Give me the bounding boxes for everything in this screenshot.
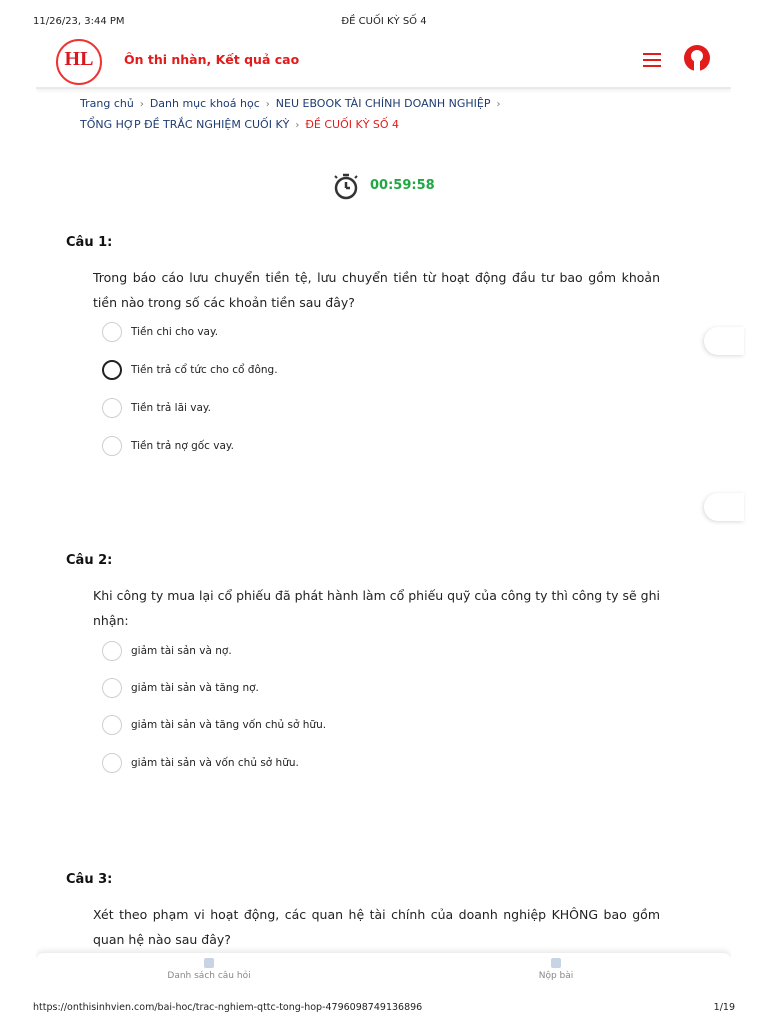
radio-button[interactable] [102,398,122,418]
answer-option[interactable] [102,321,602,345]
breadcrumb-course-catalog[interactable]: Danh mục khoá học [149,97,260,110]
chevron-right-icon: › [496,99,501,110]
print-header [0,0,768,27]
chevron-right-icon: › [295,120,300,131]
radio-button[interactable] [102,360,122,380]
question-text: Khi công ty mua lại cổ phiếu đã phát hành làm cổ phiếu quỹ của công ty thì công ty sẽ ghi nhận: [93,588,660,628]
question-list-button[interactable] [109,957,309,981]
timer-value: 00:59:58 [370,178,435,193]
answer-option[interactable] [102,435,602,459]
radio-button[interactable] [102,322,122,342]
answer-option[interactable] [102,714,602,738]
breadcrumb-current: ĐỀ CUỐI KỲ SỐ 4 [305,118,400,131]
question-text: Xét theo phạm vi hoạt động, các quan hệ tài chính của doanh nghiệp KHÔNG bao gồm quan hệ nào sau đây? [93,907,660,947]
option-text: giảm tài sản và tăng nợ. [131,682,259,694]
question-text: Trong báo cáo lưu chuyển tiền tệ, lưu chuyển tiền từ hoạt động đầu tư bao gồm khoản tiền nào trong số các khoản tiền sau đây? [93,270,660,310]
radio-button[interactable] [102,436,122,456]
hamburger-icon[interactable] [643,53,661,67]
answer-option[interactable] [102,752,602,776]
site-logo[interactable] [56,39,102,85]
user-avatar-icon[interactable] [683,44,711,72]
side-panel-toggle[interactable] [704,493,744,521]
answer-option[interactable] [102,640,602,664]
question-list-label: Danh sách câu hỏi [167,971,251,981]
option-text: giảm tài sản và tăng vốn chủ sở hữu. [131,719,327,731]
question-label: Câu 3: [66,872,113,887]
option-text: Tiền trả nợ gốc vay. [131,440,234,452]
option-text: Tiền trả lãi vay. [131,402,211,414]
submit-button[interactable] [456,957,656,981]
question-label: Câu 2: [66,553,113,568]
radio-button[interactable] [102,715,122,735]
breadcrumb-ebook[interactable]: NEU EBOOK TÀI CHÍNH DOANH NGHIỆP [275,97,491,110]
print-page-number: 1/19 [713,1002,735,1013]
option-text: giảm tài sản và nợ. [131,645,232,657]
site-header [36,32,731,89]
logo-letters: HL [64,48,94,70]
breadcrumb-exam-collection[interactable]: TỔNG HỢP ĐỀ TRẮC NGHIỆM CUỐI KỲ [80,118,290,131]
site-slogan: Ôn thi nhàn, Kết quả cao [124,52,300,67]
answer-option[interactable] [102,359,602,383]
breadcrumb-home[interactable]: Trang chủ [80,97,134,110]
breadcrumb [80,94,700,136]
stopwatch-icon [333,172,359,200]
answer-option[interactable] [102,677,602,701]
chevron-right-icon: › [265,99,270,110]
side-panel-toggle[interactable] [704,327,744,355]
chevron-right-icon: › [139,99,144,110]
option-text: Tiền trả cổ tức cho cổ đông. [131,364,278,376]
web-page [36,32,731,990]
print-date: 11/26/23, 3:44 PM [33,16,125,27]
radio-button[interactable] [102,641,122,661]
print-footer [0,1000,768,1024]
question-label: Câu 1: [66,235,113,250]
option-text: giảm tài sản và vốn chủ sở hữu. [131,757,299,769]
list-icon [203,957,215,969]
print-url: https://onthisinhvien.com/bai-hoc/trac-nghiem-qttc-tong-hop-4796098749136896 [33,1002,423,1013]
submit-icon [550,957,562,969]
answer-option[interactable] [102,397,602,421]
option-text: Tiền chi cho vay. [131,326,219,338]
radio-button[interactable] [102,678,122,698]
submit-label: Nộp bài [538,971,574,981]
radio-button[interactable] [102,753,122,773]
bottom-action-bar [36,952,731,990]
print-doc-title: ĐỀ CUỐI KỲ SỐ 4 [341,16,427,27]
